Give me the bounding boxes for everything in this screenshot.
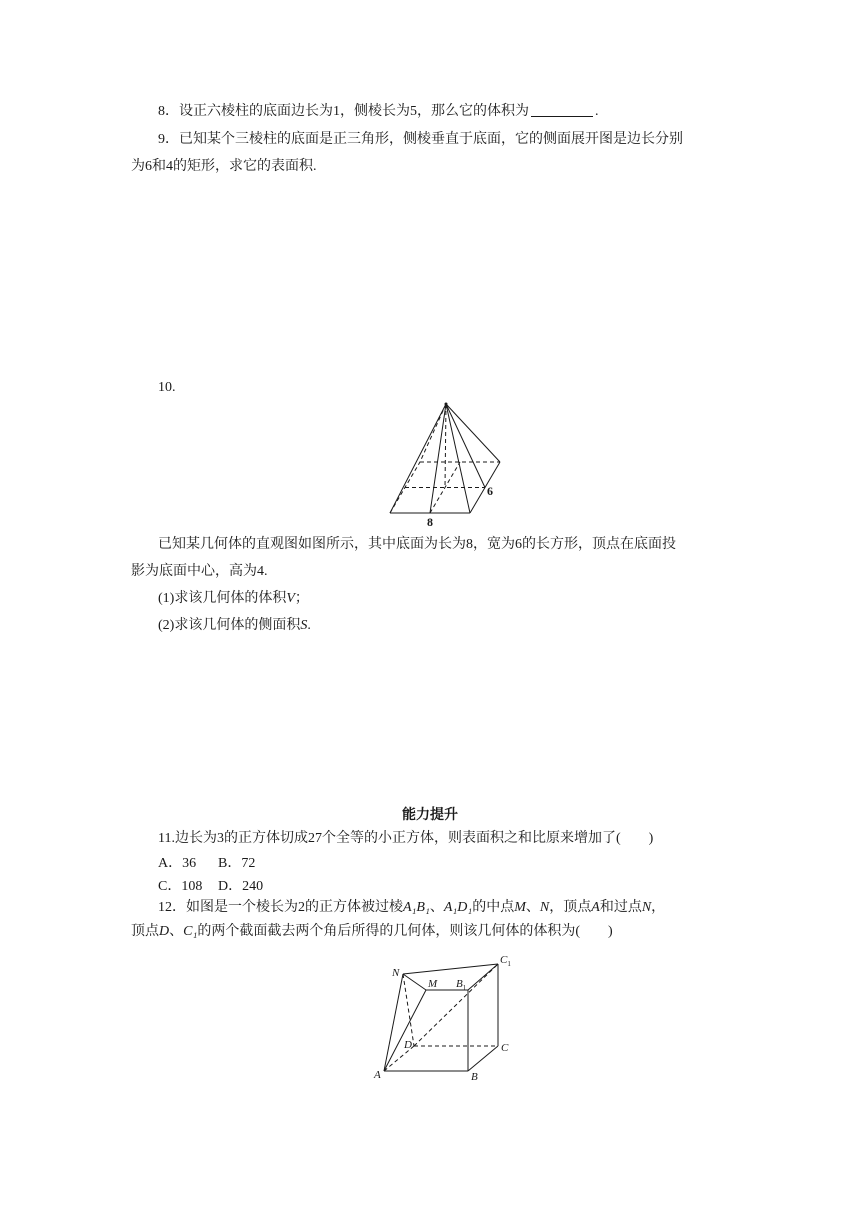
question-10-line2: 影为底面中心，高为4. xyxy=(131,564,268,579)
edge-A-N xyxy=(384,974,403,1071)
question-8-text: 8．设正六棱柱的底面边长为1，侧棱长为5，那么它的体积为 xyxy=(158,104,529,119)
edge-BC xyxy=(468,1046,498,1071)
pyramid-height xyxy=(445,404,446,488)
lateral-edge-front-right xyxy=(446,404,470,513)
edge-D-C1-hidden xyxy=(414,964,498,1046)
edge-N-C1 xyxy=(403,964,498,974)
cube-figure xyxy=(370,950,520,1086)
question-9-line1: 9．已知某个三棱柱的底面是正三角形，侧棱垂直于底面，它的侧面展开图是边长分别 xyxy=(158,132,683,147)
option-c[interactable]: C．108 xyxy=(158,879,203,894)
label-N: N xyxy=(392,967,400,979)
question-11-options-row1 xyxy=(158,854,255,874)
label-B: B xyxy=(471,1071,478,1083)
question-12-line2: 顶点D、C₁的两个截面截去两个角后所得的几何体，则该几何体的体积为( ) xyxy=(131,924,613,939)
question-8: 8．设正六棱柱的底面边长为1，侧棱长为5，那么它的体积为 . xyxy=(158,104,599,119)
pyramid-figure xyxy=(380,398,510,528)
option-b[interactable]: B．72 xyxy=(218,856,256,871)
question-12-line1: 12．如图是一个棱长为2的正方体被过棱A₁B₁、A₁D₁的中点M、N，顶点A和过点N， xyxy=(158,900,666,915)
option-a[interactable]: A．36 xyxy=(158,856,197,871)
label-M: M xyxy=(428,978,438,990)
label-C: C xyxy=(501,1042,509,1054)
question-10-part1: (1)求该几何体的体积V； xyxy=(158,591,309,606)
section-heading: 能力提升 xyxy=(402,808,458,823)
label-B1: $B_1$ xyxy=(456,978,467,992)
question-10-part2: (2)求该几何体的侧面积S. xyxy=(158,618,311,633)
lateral-edge-back-right xyxy=(446,404,500,462)
edge-B1-C1 xyxy=(468,964,498,990)
length-label: 8 xyxy=(427,515,433,529)
question-10-line1: 已知某几何体的直观图如图所示，其中底面为长为8，宽为6的长方形，顶点在底面投 xyxy=(158,537,676,552)
edge-N-D-hidden xyxy=(403,974,414,1046)
answer-blank xyxy=(531,102,593,117)
edge-N-M xyxy=(403,974,426,990)
question-11-options-row2 xyxy=(158,877,263,897)
label-C1: $C_1$ xyxy=(500,954,511,968)
edge-A-M xyxy=(384,990,426,1071)
width-label: 6 xyxy=(487,484,493,498)
label-D: D xyxy=(404,1039,412,1051)
option-d[interactable]: D．240 xyxy=(218,879,264,894)
question-9-line2: 为6和4的矩形，求它的表面积. xyxy=(131,159,317,174)
apex-point xyxy=(445,403,448,406)
question-10-number: 10. xyxy=(158,380,176,395)
question-11: 11.边长为3的正方体切成27个全等的小正方体，则表面积之和比原来增加了( ) xyxy=(158,831,654,846)
label-A: A xyxy=(374,1069,381,1081)
